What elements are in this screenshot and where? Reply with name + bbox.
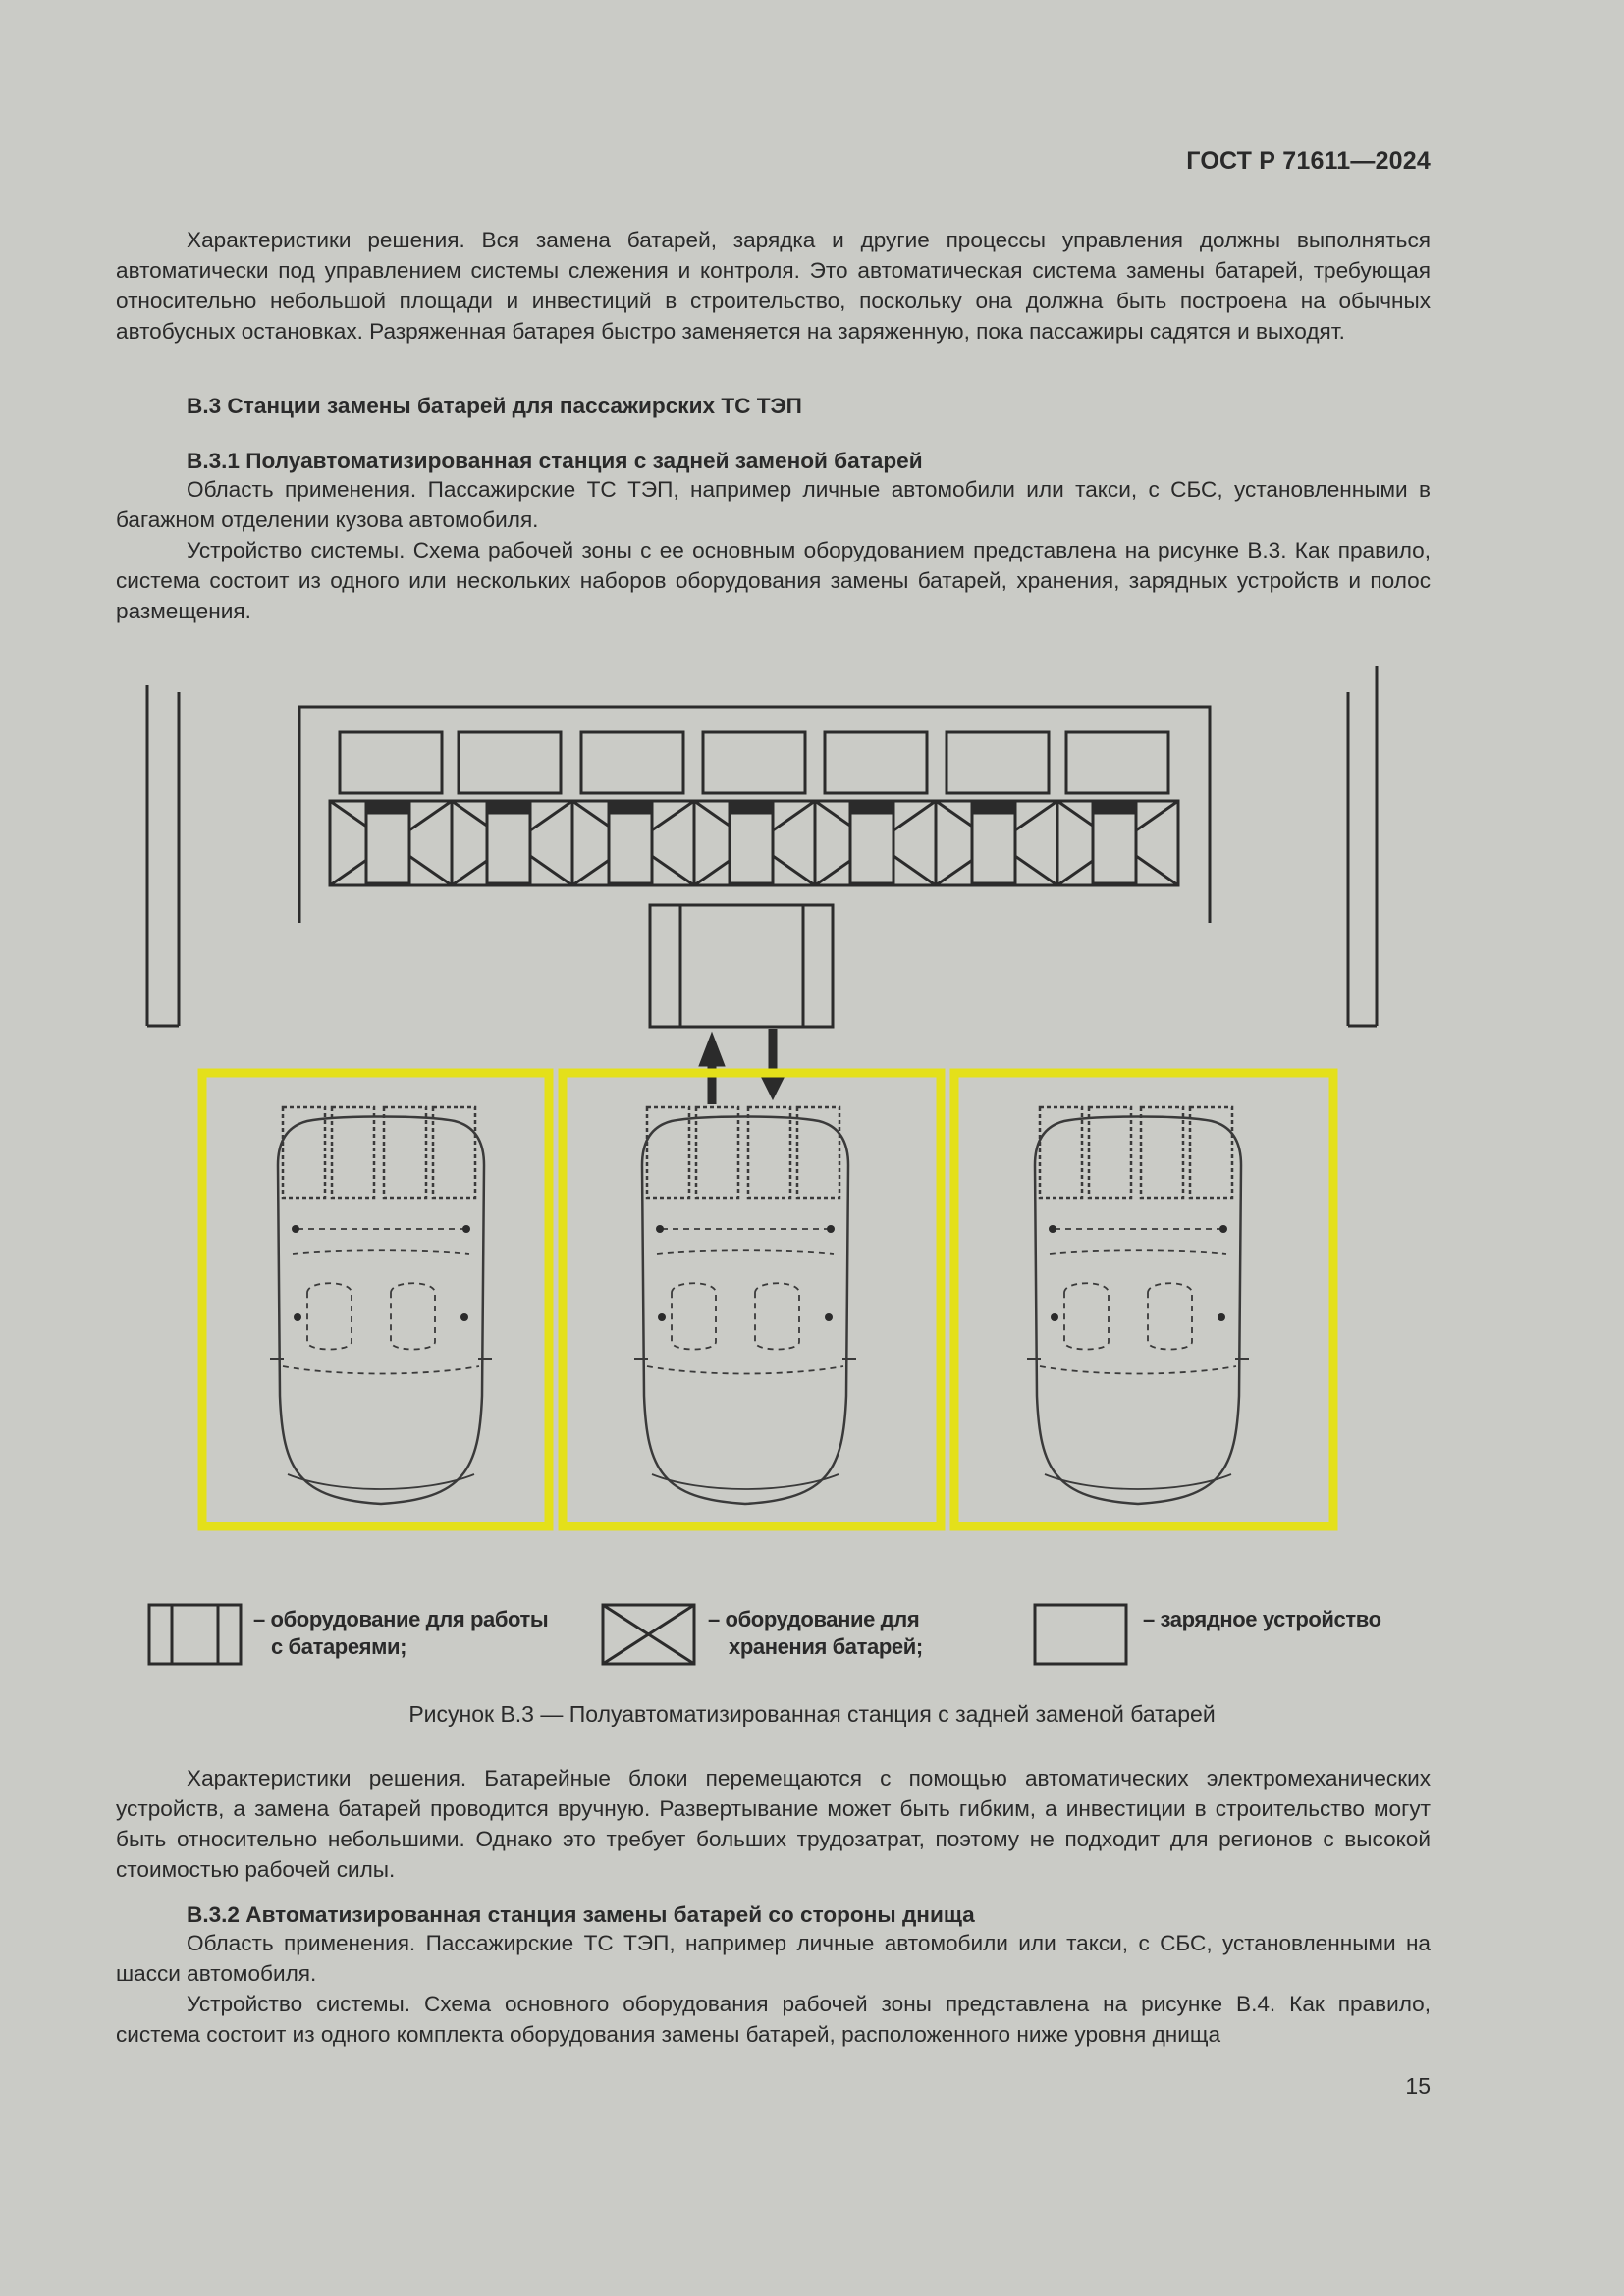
paragraph-text: Устройство системы. Схема рабочей зоны с ее основным оборудованием представлена на рисунке В.3. Как правило, система состоит из одного или нескольких наборов оборудования замены батарей, хранения, зарядных устройств и полос размещения. (116, 538, 1431, 623)
charger-unit (340, 732, 442, 793)
charger-unit (703, 732, 805, 793)
legend-text: хранения батарей; (729, 1634, 923, 1659)
figure-caption: Рисунок В.3 — Полуавтоматизированная станция с задней заменой батарей (408, 1701, 1216, 1727)
document-id-header: ГОСТ Р 71611—2024 (1186, 147, 1431, 175)
parking-bay (563, 1073, 941, 1526)
charger-unit (947, 732, 1049, 793)
legend-text: – оборудование для (708, 1607, 920, 1631)
legend-battery-equipment (253, 1606, 548, 1661)
legend-text: – оборудование для работы (253, 1607, 549, 1631)
page-number: 15 (1405, 2073, 1431, 2099)
paragraph-solution-characteristics-1 (116, 225, 1431, 347)
legend-text: с батареями; (271, 1634, 407, 1659)
right-side-rail (1348, 666, 1377, 1026)
car-top-view (634, 1107, 856, 1504)
storage-equipment-symbol (603, 1605, 694, 1664)
section-heading-b32: В.3.2 Автоматизированная станция замены батарей со стороны днища (187, 1902, 975, 1927)
parking-bays (202, 1073, 1333, 1526)
charger-unit (1066, 732, 1168, 793)
figure-b3-diagram (0, 648, 1624, 1679)
paragraph-text: Область применения. Пассажирские ТС ТЭП, например личные автомобили или такси, с СБС, установленными в багажном отделении кузова автомобиля. (116, 477, 1431, 532)
paragraph-system-design-2 (116, 1989, 1431, 2050)
legend-charger: – зарядное устройство (1143, 1607, 1381, 1631)
paragraph-scope-2 (116, 1928, 1431, 1989)
car-top-view (270, 1107, 492, 1504)
section-heading-b3: В.3 Станции замены батарей для пассажирских ТС ТЭП (187, 394, 802, 418)
charger-unit (459, 732, 561, 793)
battery-slots (366, 803, 1136, 883)
paragraph-solution-characteristics-2 (116, 1763, 1431, 1885)
paragraph-text: Устройство системы. Схема основного оборудования рабочей зоны представлена на рисунке В.4. Как правило, система состоит из одного комплекта оборудования замены батарей, расположенного ниже уровня днища (116, 1992, 1431, 2047)
paragraph-scope-1 (116, 474, 1431, 535)
battery-equipment-symbol (149, 1605, 241, 1664)
left-side-rail (147, 685, 179, 1026)
parking-bay (954, 1073, 1333, 1526)
paragraph-text: Характеристики решения. Батарейные блоки перемещаются с помощью автоматических электромеханических устройств, а замена батарей проводится вручную. Развертывание может быть гибким, а инвестиции в строительство могут быть относительно небольшими. Однако это требует больших трудозатрат, поэтому не подходит для регионов с высокой стоимостью рабочей силы. (116, 1766, 1431, 1882)
exchange-arrows (699, 1029, 787, 1104)
paragraph-text: Область применения. Пассажирские ТС ТЭП, например личные автомобили или такси, с СБС, установленными на шасси автомобиля. (116, 1931, 1431, 1986)
charger-symbol (1035, 1605, 1126, 1664)
charger-unit (581, 732, 683, 793)
section-heading-b31: В.3.1 Полуавтоматизированная станция с задней заменой батарей (187, 449, 923, 473)
legend-storage-equipment (708, 1606, 923, 1661)
paragraph-text: Характеристики решения. Вся замена батарей, зарядка и другие процессы управления должны выполняться автоматически под управлением системы слежения и контроля. Это автоматическая система замены батарей, требующая относительно небольшой площади и инвестиций в строительство, поскольку она должна быть построена на обычных автобусных остановках. Разряженная батарея быстро заменяется на заряженную, пока пассажиры садятся и выходят. (116, 228, 1431, 344)
paragraph-system-design-1 (116, 535, 1431, 626)
battery-handling-equipment (650, 905, 833, 1027)
car-top-view (1027, 1107, 1249, 1504)
parking-bay (202, 1073, 549, 1526)
charger-unit (825, 732, 927, 793)
